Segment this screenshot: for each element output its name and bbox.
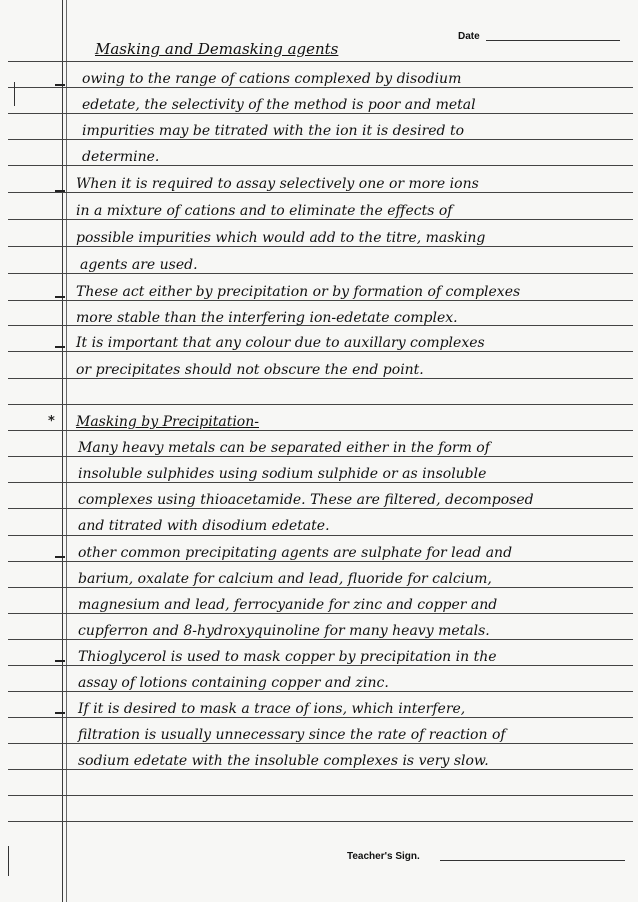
date-label: Date xyxy=(458,31,480,42)
ruled-line xyxy=(8,351,633,352)
text-line: agents are used. xyxy=(80,257,198,273)
text-line: determine. xyxy=(82,149,160,165)
text-line: magnesium and lead, ferrocyanide for zinc and copper and xyxy=(78,597,498,613)
text-line: possible impurities which would add to the titre, masking xyxy=(76,230,486,246)
text-line: insoluble sulphides using sodium sulphide or as insoluble xyxy=(78,466,487,482)
margin-line xyxy=(62,0,63,902)
asterisk-icon: * xyxy=(48,414,55,429)
ruled-line xyxy=(8,404,633,405)
text-line: complexes using thioacetamide. These are filtered, decomposed xyxy=(78,492,534,508)
text-line: Thioglycerol is used to mask copper by precipitation in the xyxy=(78,649,497,665)
bullet-dash xyxy=(55,556,65,558)
ruled-line xyxy=(8,743,633,744)
ruled-line xyxy=(8,139,633,140)
ruled-line xyxy=(8,795,633,796)
text-line: in a mixture of cations and to eliminate the effects of xyxy=(76,203,453,219)
ruled-line xyxy=(8,561,633,562)
bullet-dash xyxy=(55,660,65,662)
page-title: Masking and Demasking agents xyxy=(95,40,339,58)
ruled-line xyxy=(8,300,633,301)
ruled-line xyxy=(8,665,633,666)
ruled-line xyxy=(8,769,633,770)
ruled-line xyxy=(8,430,633,431)
text-line: It is important that any colour due to auxillary complexes xyxy=(76,335,485,351)
ruled-line xyxy=(8,273,633,274)
text-line: These act either by precipitation or by formation of complexes xyxy=(76,284,521,300)
ruled-line xyxy=(8,87,633,88)
text-line: barium, oxalate for calcium and lead, fluoride for calcium, xyxy=(78,571,492,587)
text-line: If it is desired to mask a trace of ions, which interfere, xyxy=(78,701,466,717)
ruled-line xyxy=(8,456,633,457)
pen-mark xyxy=(8,846,9,876)
bullet-dash xyxy=(55,84,65,86)
bullet-dash xyxy=(55,190,65,192)
text-line: impurities may be titrated with the ion it is desired to xyxy=(82,123,465,139)
text-line: owing to the range of cations complexed by disodium xyxy=(82,71,462,87)
text-line: or precipitates should not obscure the end point. xyxy=(76,362,424,378)
ruled-line xyxy=(8,378,633,379)
text-line: sodium edetate with the insoluble complexes is very slow. xyxy=(78,753,489,769)
text-line: Many heavy metals can be separated either in the form of xyxy=(78,440,490,456)
bullet-dash xyxy=(55,712,65,714)
text-line: When it is required to assay selectively one or more ions xyxy=(76,176,479,192)
margin-line xyxy=(66,0,67,902)
ruled-line xyxy=(8,165,633,166)
ruled-line xyxy=(8,508,633,509)
bullet-dash xyxy=(55,296,65,298)
ruled-line xyxy=(8,691,633,692)
ruled-line xyxy=(8,717,633,718)
ruled-line xyxy=(8,219,633,220)
pen-mark xyxy=(14,82,15,106)
text-line: cupferron and 8-hydroxyquinoline for many heavy metals. xyxy=(78,623,490,639)
text-line: more stable than the interfering ion-edetate complex. xyxy=(76,310,458,326)
ruled-line xyxy=(8,821,633,822)
text-line: assay of lotions containing copper and zinc. xyxy=(78,675,389,691)
ruled-line xyxy=(8,587,633,588)
text-line: other common precipitating agents are sulphate for lead and xyxy=(78,545,513,561)
ruled-line xyxy=(8,535,633,536)
section-heading: Masking by Precipitation- xyxy=(76,414,259,430)
ruled-line xyxy=(8,613,633,614)
date-field-line xyxy=(486,40,620,41)
ruled-line xyxy=(8,482,633,483)
bullet-dash xyxy=(55,346,65,348)
ruled-line xyxy=(8,61,633,62)
ruled-line xyxy=(8,192,633,193)
ruled-line xyxy=(8,246,633,247)
text-line: edetate, the selectivity of the method is poor and metal xyxy=(82,97,476,113)
text-line: and titrated with disodium edetate. xyxy=(78,518,330,534)
teachers-sign-label: Teacher's Sign. xyxy=(347,851,420,862)
sign-field-line xyxy=(440,860,625,861)
text-line: filtration is usually unnecessary since the rate of reaction of xyxy=(78,727,506,743)
ruled-line xyxy=(8,639,633,640)
ruled-line xyxy=(8,113,633,114)
